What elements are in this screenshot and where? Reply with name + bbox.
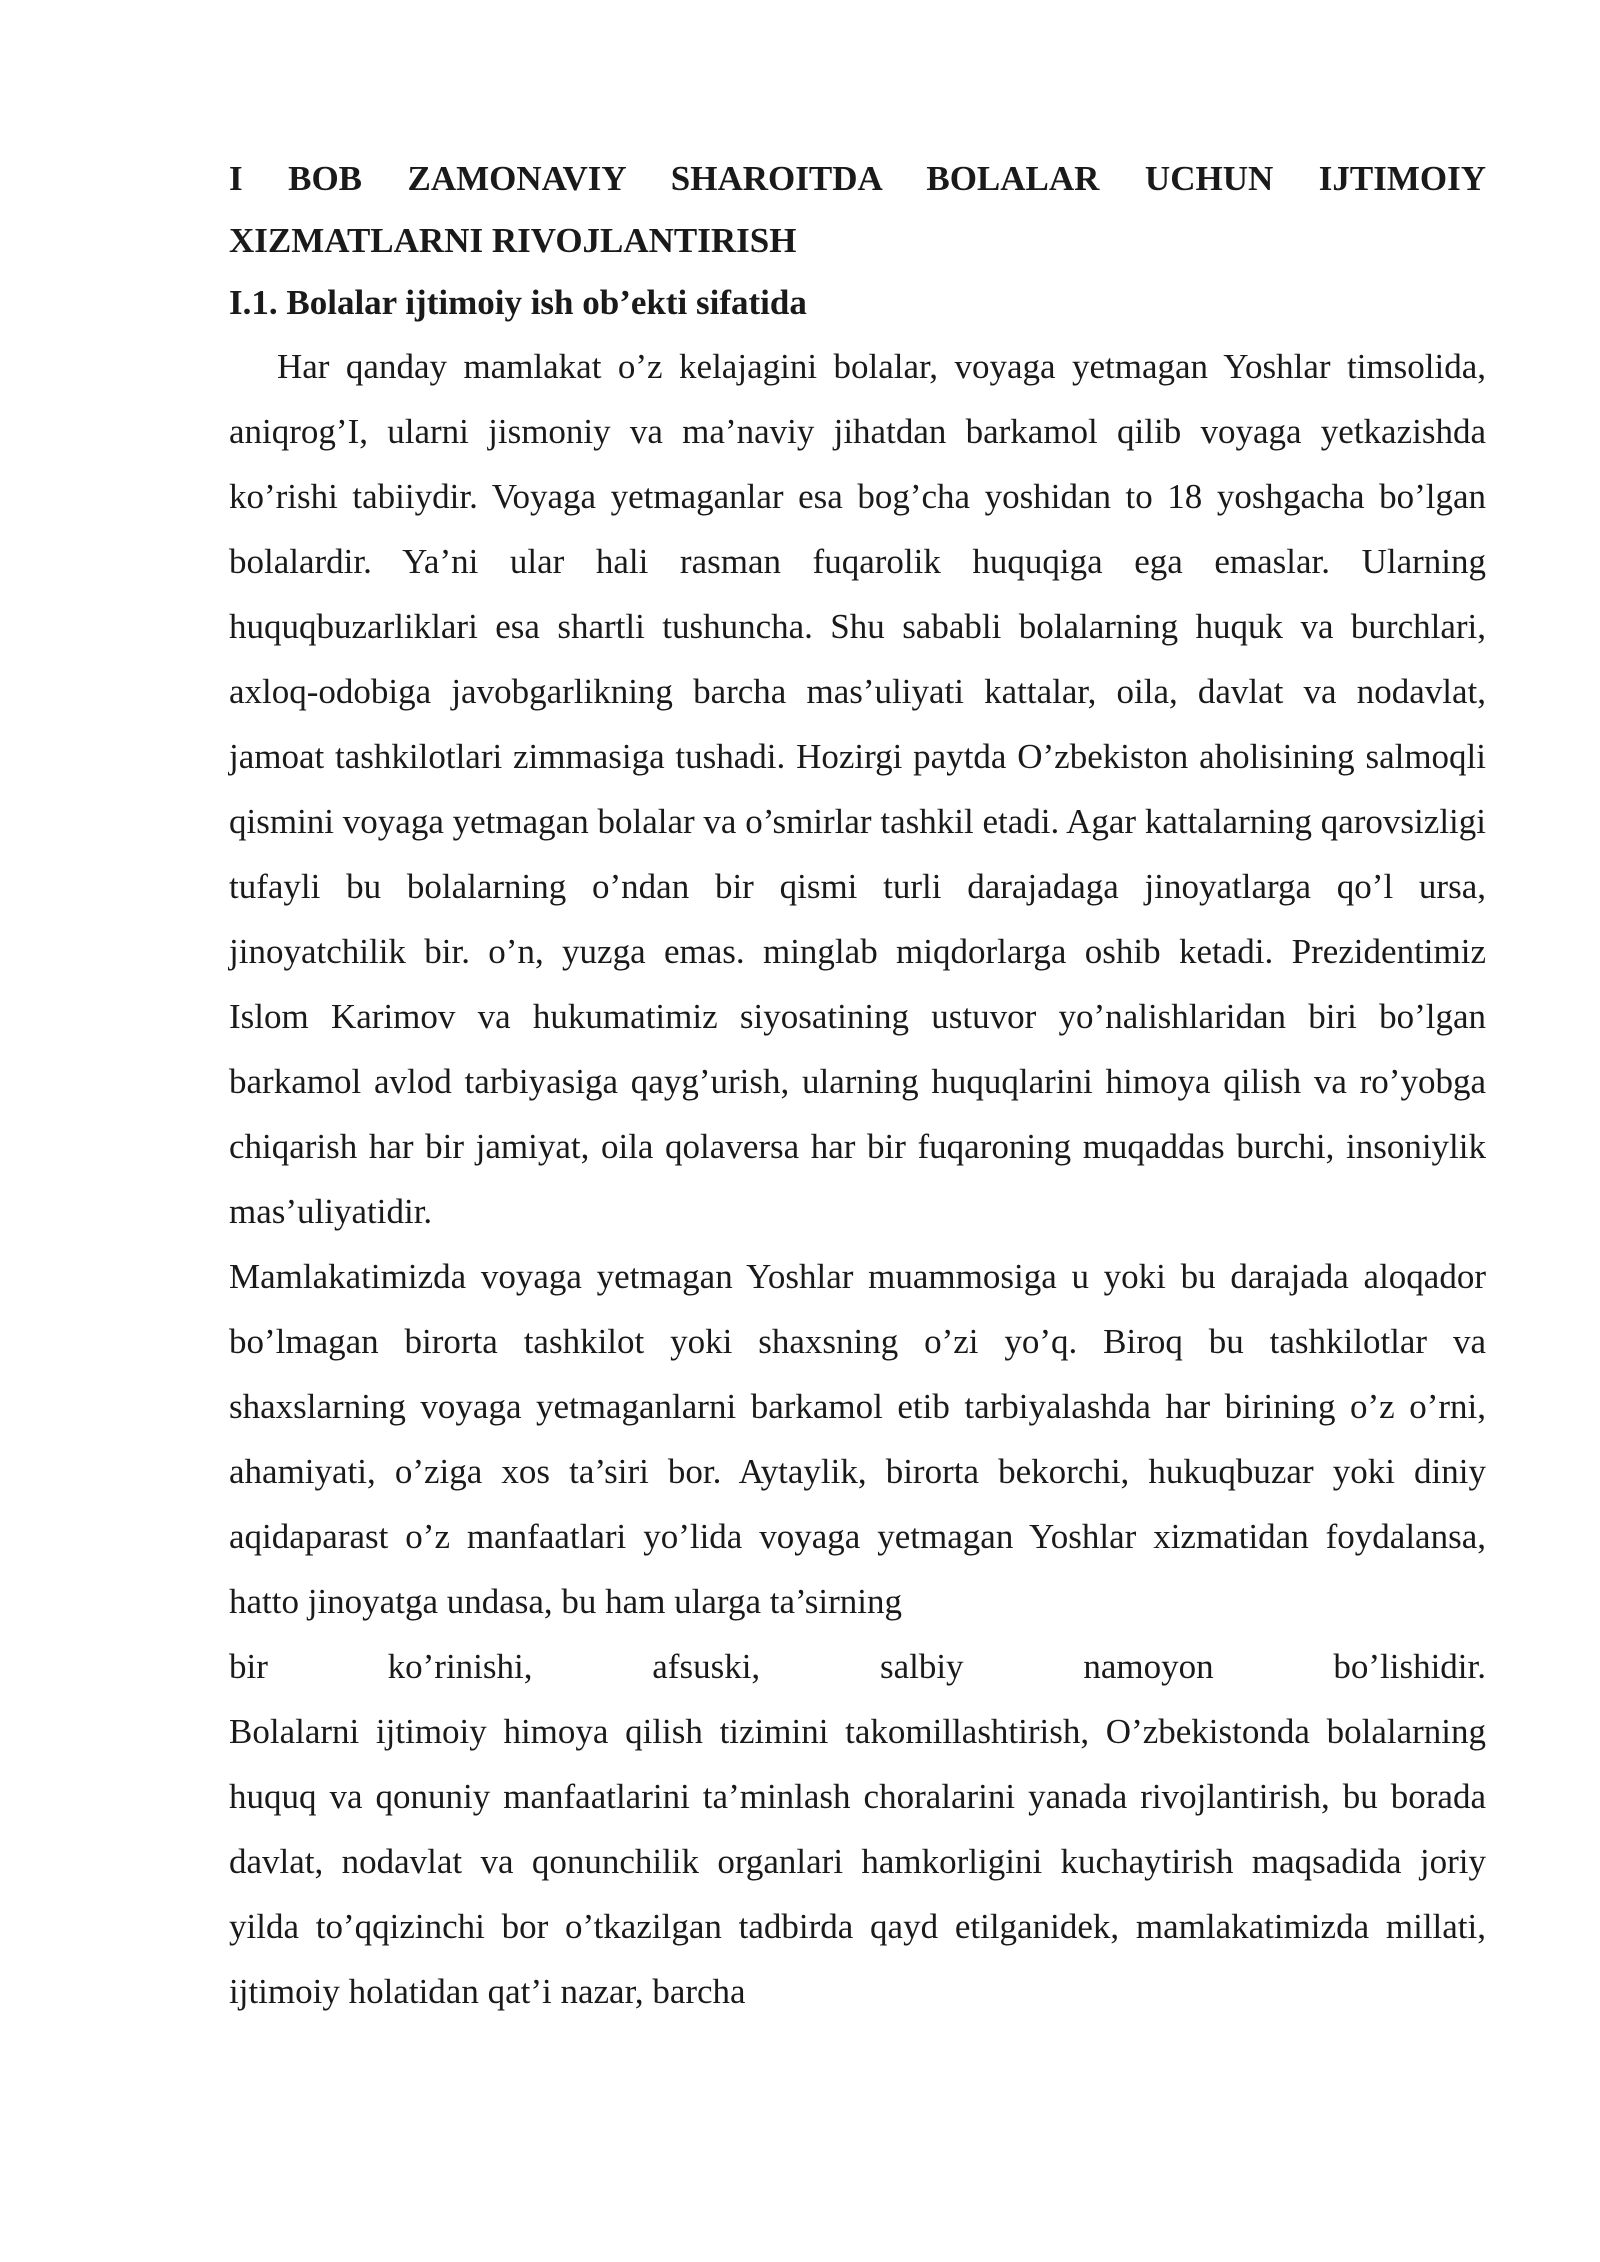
body-paragraph-2: Mamlakatimizda voyaga yetmagan Yoshlar muammosiga u yoki bu darajada aloqador bo’lmagan birorta tashkilot yoki shaxsning o’zi yo’q. Biroq bu tashkilotlar va shaxslarning voyaga yetmaganlarni barkamol etib tarbiyalashda har birining o’z o’rni, ahamiyati, o’ziga xos ta’siri bor. Aytaylik, birorta bekorchi, hukuqbuzar yoki diniy aqidaparast o’z manfaatlari yo’lida voyaga yetmagan Yoshlar xizmatidan foydalansa, hatto jinoyatga undasa, bu ham ularga ta’sirning (229, 1257, 1486, 1621)
section-title: I.1. Bolalar ijtimoiy ish ob’ekti sifatida (229, 283, 807, 322)
body-paragraph-3: Bolalarni ijtimoiy himoya qilish tizimini takomillashtirish, O’zbekistonda bolalarning huquq va qonuniy manfaatlarini ta’minlash choralarini yanada rivojlantirish, bu borada davlat, nodavlat va qonunchilik organlari hamkorligini kuchaytirish maqsadida joriy yilda to’qqizinchi bor o’tkazilgan tadbirda qayd etilganidek, mamlakatimizda millati, ijtimoiy holatidan qat’i nazar, barcha (229, 1712, 1486, 2011)
body-paragraph-1: Har qanday mamlakat o’z kelajagini bolalar, voyaga yetmagan Yoshlar timsolida, aniqrog’I, ularni jismoniy va ma’naviy jihatdan barkamol qilib voyaga yetkazishda ko’rishi tabiiydir. Voyaga yetmaganlar esa bog’cha yoshidan to 18 yoshgacha bo’lgan bolalardir. Ya’ni ular hali rasman fuqarolik huquqiga ega emaslar. Ularning huquqbuzarliklari esa shartli tushuncha. Shu sababli bolalarning huquk va burchlari, axloq-odobiga javobgarlikning barcha mas’uliyati kattalar, oila, davlat va nodavlat, jamoat tashkilotlari zimmasiga tushadi. Hozirgi paytda O’zbekiston aholisining salmoqli qismini voyaga yetmagan bolalar va o’smirlar tashkil etadi. Agar kattalarning qarovsizligi tufayli bu bolalarning o’ndan bir qismi turli darajadaga jinoyatlarga qo’l ursa, jinoyatchilik bir. o’n, yuzga emas. minglab miqdorlarga oshib ketadi. Prezidentimiz Islom Karimov va hukumatimiz siyosatining ustuvor yo’nalishlaridan biri bo’lgan barkamol avlod tarbiyasiga qayg’urish, ularning huquqlarini himoya qilish va ro’yobga chiqarish har bir jamiyat, oila qolaversa har bir fuqaroning muqaddas burchi, insoniylik mas’uliyatidir. (229, 347, 1486, 1231)
chapter-title-line-2: XIZMATLARNI RIVOJLANTIRISH (229, 221, 797, 260)
body-paragraph-2-last-line (229, 1634, 1486, 1699)
page-content (229, 148, 1486, 2024)
chapter-title-line-1: I BOB ZAMONAVIY SHAROITDA BOLALAR UCHUN IJTIMOIY (229, 159, 1486, 198)
justified-line: bir ko’rinishi, afsuski, salbiy namoyon bo’lishidir. (229, 1647, 1486, 1686)
chapter-title (229, 148, 1486, 272)
